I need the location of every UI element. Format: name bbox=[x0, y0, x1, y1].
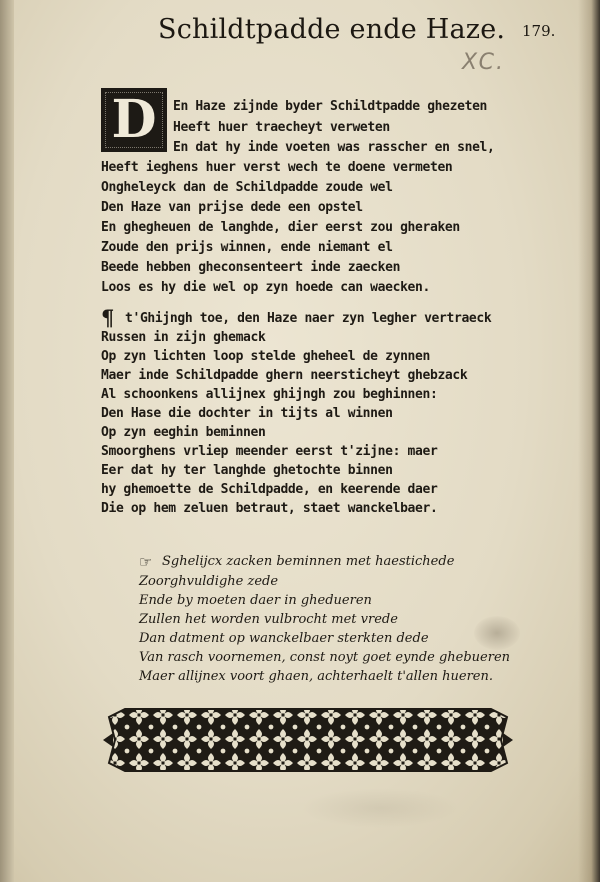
verse-line: Al schoonkens allijnex ghijngh zou beghinnen: bbox=[101, 387, 438, 402]
decorative-border-ornament bbox=[103, 703, 513, 777]
verse-line: hy ghemoette de Schildpadde, en keerende daer bbox=[101, 482, 438, 497]
verse-line: Ongheleyck dan de Schildpadde zoude wel bbox=[101, 180, 393, 195]
show-through bbox=[300, 788, 460, 828]
pointing-hand-icon: ☞ bbox=[139, 553, 153, 571]
moral-line: Ende by moeten daer in ghedueren bbox=[139, 593, 372, 608]
verse-line: Eer dat hy ter langhde ghetochte binnen bbox=[101, 463, 393, 478]
verse-line: Op zyn lichten loop stelde gheheel de zynnen bbox=[101, 349, 430, 364]
pencil-annotation: XC. bbox=[462, 50, 506, 75]
page-edge-shadow bbox=[578, 0, 600, 882]
verse-line: Beede hebben gheconsenteert inde zaecken bbox=[101, 260, 401, 275]
verse-line: En dat hy inde voeten was rasscher en snel, bbox=[173, 140, 495, 155]
verse-line: Den Hase die dochter in tijts al winnen bbox=[101, 406, 393, 421]
moral-line: Dan datment op wanckelbaer sterkten dede bbox=[139, 631, 429, 646]
pilcrow-mark: ¶ bbox=[101, 305, 115, 330]
moral-line: Sghelijcx zacken beminnen met haestichede bbox=[162, 554, 455, 569]
verse-line: En Haze zijnde byder Schildtpadde ghezeten bbox=[173, 99, 488, 114]
verse-line: En ghegheuen de langhde, dier eerst zou gheraken bbox=[101, 220, 460, 235]
book-gutter bbox=[0, 0, 14, 882]
verse-line: t'Ghijngh toe, den Haze naer zyn legher vertraeck bbox=[125, 311, 492, 326]
verse-line: Den Haze van prijse dede een opstel bbox=[101, 200, 363, 215]
verse-line: Loos es hy die wel op zyn hoede can waecken. bbox=[101, 280, 430, 295]
page-number: 179. bbox=[522, 22, 556, 40]
verse-line: Smoorghens vrliep meender eerst t'zijne: maer bbox=[101, 444, 438, 459]
verse-line: Heeft ieghens huer verst wech te doene vermeten bbox=[101, 160, 453, 175]
moral-line: Maer allijnex voort ghaen, achterhaelt t'allen hueren. bbox=[139, 669, 494, 684]
verse-line: Die op hem zeluen betraut, staet wanckelbaer. bbox=[101, 501, 438, 516]
verse-line: Op zyn eeghin beminnen bbox=[101, 425, 266, 440]
moral-line: Zullen het worden vulbrocht met vrede bbox=[139, 612, 398, 627]
ink-stain bbox=[474, 616, 520, 650]
verse-line: Russen in zijn ghemack bbox=[101, 330, 266, 345]
verse-line: Maer inde Schildpadde ghern neersticheyt ghebzack bbox=[101, 368, 468, 383]
verse-line: Heeft huer traecheyt verweten bbox=[173, 120, 390, 135]
moral-line: Van rasch voornemen, const noyt goet eynde ghebueren bbox=[139, 650, 511, 665]
page-title: Schildtpadde ende Haze. bbox=[158, 14, 506, 45]
decorated-initial: D bbox=[101, 88, 167, 152]
moral-line: Zoorghvuldighe zede bbox=[139, 574, 279, 589]
verse-line: Zoude den prijs winnen, ende niemant el bbox=[101, 240, 393, 255]
